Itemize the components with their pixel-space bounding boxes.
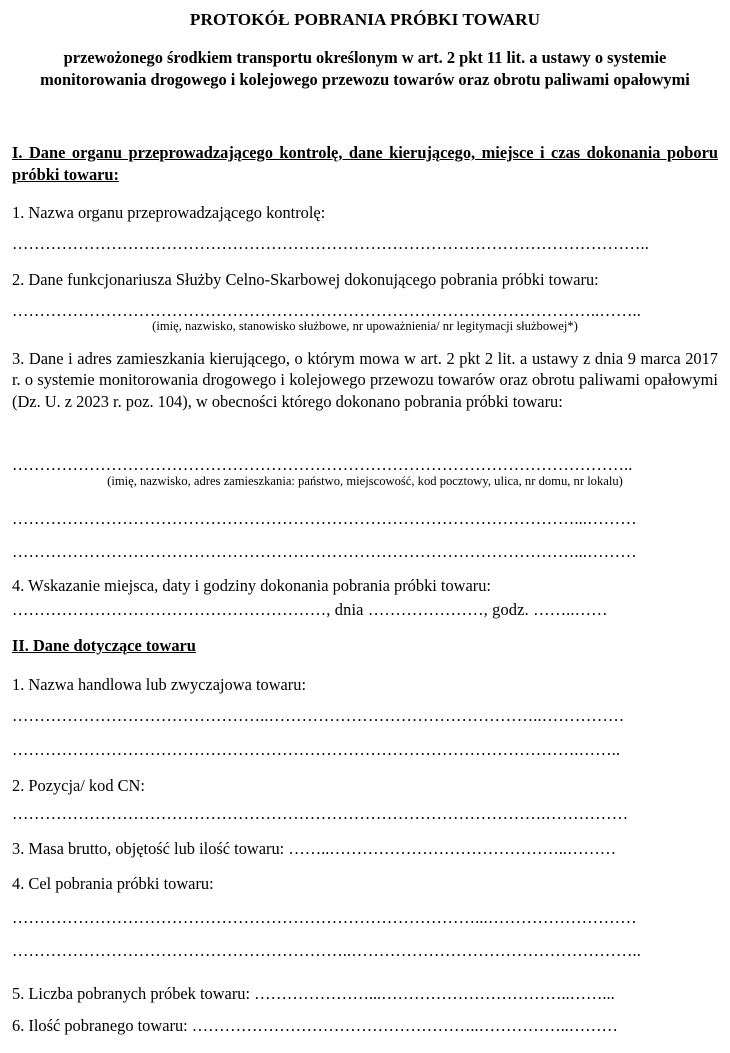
s1-item2-caption: (imię, nazwisko, stanowisko służbowe, nr upoważnienia/ nr legitymacji służbowej*)	[152, 319, 578, 333]
s1-item3-caption: (imię, nazwisko, adres zamieszkania: państwo, miejscowość, kod pocztowy, ulica, nr domu, nr lokalu)	[107, 474, 623, 488]
document-subtitle: przewożonego środkiem transportu określonym w art. 2 pkt 11 lit. a ustawy o systemie monitorowania drogowego i kolejowego przewozu towarów oraz obrotu paliwami opałowymi	[40, 48, 690, 89]
s2-item3-line: 3. Masa brutto, objętość lub ilość towaru: ……..……………………………………..………	[12, 839, 617, 858]
s2-item4-fill-line-1: …………………………………………………………………………...………………………	[12, 908, 637, 927]
s2-item5-line: 5. Liczba pobranych próbek towaru: …………………...……………………………..……...	[12, 984, 615, 1003]
document-title: PROTOKÓŁ POBRANIA PRÓBKI TOWARU	[189, 10, 541, 29]
s2-item1-fill-line-2: ………………………………………………………………………………………….……..	[12, 740, 621, 759]
s1-item1-label: 1. Nazwa organu przeprowadzającego kontrolę:	[12, 203, 326, 222]
s1-item4-fill-line: …………………………………………………, dnia …………………, godz. ……..……	[12, 600, 608, 619]
s2-item2-label: 2. Pozycja/ kod CN:	[12, 776, 145, 795]
s1-item1-fill-line: ……………………………………………………………………………………………………..	[12, 234, 650, 253]
s2-item6-line: 6. Ilość pobranego towaru: ……………………………………………..……………..………	[12, 1016, 618, 1035]
s2-item4-label: 4. Cel pobrania próbki towaru:	[12, 874, 214, 893]
section-1-heading: I. Dane organu przeprowadzającego kontrolę, dane kierującego, miejsce i czas dokonania poboru próbki towaru:	[12, 143, 718, 184]
s1-item3-fill-line-3: …………………………………………………………………………………………...………	[12, 542, 637, 561]
s2-item2-fill-line: …………………………………………………………………………………….……………	[12, 804, 629, 823]
s1-item2-fill-line: ……………………………………………………………………………………………..……..	[12, 301, 641, 320]
s1-item2-label: 2. Dane funkcjonariusza Służby Celno-Skarbowej dokonującego pobrania próbki towaru:	[12, 270, 599, 289]
s2-item1-fill-line-1: ………………………………………..…………………………………………..……………	[12, 706, 625, 725]
s1-item4-label: 4. Wskazanie miejsca, daty i godziny dokonania pobrania próbki towaru:	[12, 576, 491, 595]
s1-item3-text: 3. Dane i adres zamieszkania kierującego, o którym mowa w art. 2 pkt 2 lit. a ustawy z dnia 9 marca 2017 r. o systemie monitorowania drogowego i kolejowego przewozu towarów oraz obrotu paliwami opałowymi (Dz. U. z 2023 r. poz. 104), w obecności którego dokonano pobrania próbki towaru:	[12, 349, 718, 411]
section-2-heading: II. Dane dotyczące towaru	[12, 636, 196, 655]
s1-item3-fill-line-2: …………………………………………………………………………………………...………	[12, 509, 637, 528]
s2-item1-label: 1. Nazwa handlowa lub zwyczajowa towaru:	[12, 675, 307, 694]
s2-item4-fill-line-2: ……………………………………………………..……………………………………………..	[12, 941, 641, 960]
s1-item3-fill-line-1: …………………………………………………………………………………………………..	[12, 455, 633, 474]
